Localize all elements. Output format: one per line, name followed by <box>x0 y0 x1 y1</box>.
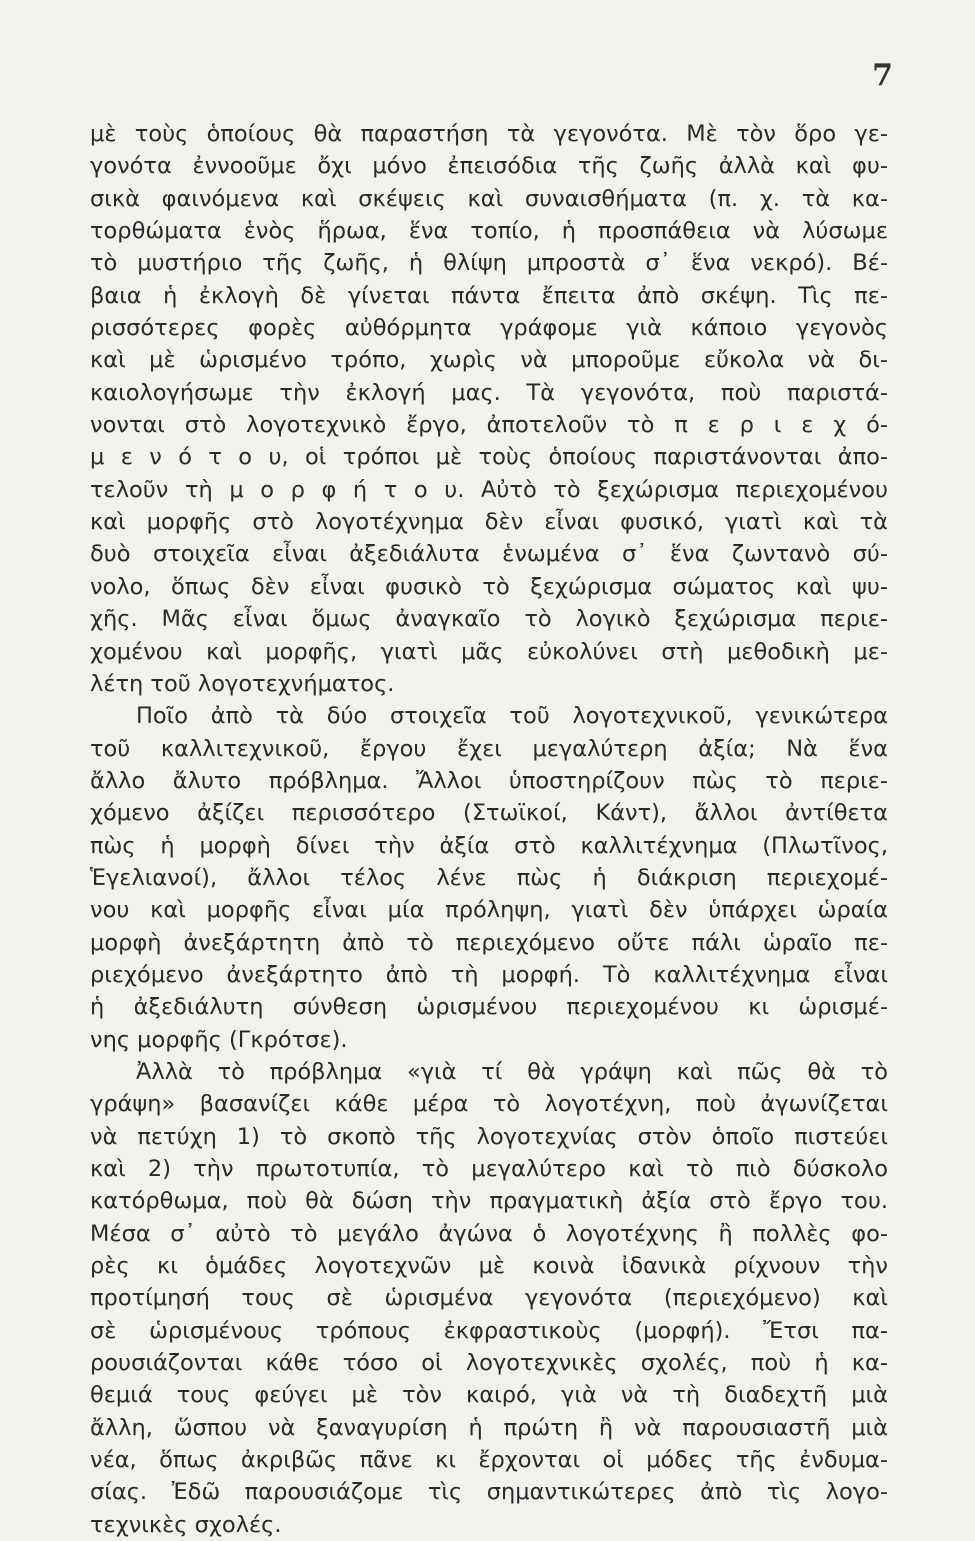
text-line: τεχνικὲς σχολές. <box>90 1511 282 1538</box>
text-line: καιολογήσωμε τὴν ἐκλογή μας. Τὰ γεγονότα, ποὺ παριστά- <box>90 379 888 406</box>
text-line: καὶ μὲ ὡρισμένο τρόπο, χωρὶς νὰ μποροῦμε εὔκολα νὰ δι- <box>90 347 888 374</box>
text-line: τὸ μυστήριο τῆς ζωῆς, ἡ θλίψη μπροστὰ σ᾿ ἕνα νεκρό). Βέ- <box>90 250 888 277</box>
text-line: χόμενο ἀξίζει περισσότερο (Στωϊκοί, Κάντ), ἄλλοι ἀντίθετα <box>90 800 888 827</box>
text-line: νης μορφῆς (Γκρότσε). <box>90 1026 348 1053</box>
text-line: χομένου καὶ μορφῆς, γιατὶ μᾶς εὐκολύνει στὴ μεθοδικὴ με- <box>90 638 888 665</box>
text-line: κατόρθωμα, ποὺ θὰ δώση τὴν πραγματικὴ ἀξία στὸ ἔργο του. <box>90 1188 888 1215</box>
text-line: ἄλλο ἄλυτο πρόβλημα. Ἄλλοι ὑποστηρίζουν πὼς τὸ περιε- <box>90 767 888 794</box>
text-line: γράψη» βασανίζει κάθε μέρα τὸ λογοτέχνη, ποὺ ἀγωνίζεται <box>90 1091 888 1118</box>
text-line: ρισσότερες φορὲς αὐθόρμητα γράφομε γιὰ κάποιο γεγονὸς <box>90 315 888 342</box>
text-line: ἡ ἀξεδιάλυτη σύνθεση ὡρισμένου περιεχομένου κι ὡρισμέ- <box>90 994 888 1021</box>
text-line: καὶ 2) τὴν πρωτοτυπία, τὸ μεγαλύτερο καὶ τὸ πιὸ δύσκολο <box>90 1156 888 1182</box>
text-line: Ἀλλὰ τὸ πρόβλημα «γιὰ τί θὰ γράψη καὶ πῶς θὰ τὸ <box>136 1058 888 1085</box>
text-line: μὲ τοὺς ὁποίους θὰ παραστήση τὰ γεγονότα. Μὲ τὸν ὅρο γε- <box>90 121 888 147</box>
body-text <box>90 118 888 1541</box>
text-line: νέα, ὅπως ἀκριβῶς πᾶνε κι ἔρχονται οἱ μόδες τῆς ἐνδυμα- <box>90 1447 888 1474</box>
text-line: τορθώματα ἑνὸς ἥρωα, ἕνα τοπίο, ἡ προσπάθεια νὰ λύσωμε <box>90 218 888 245</box>
text-line: νονται στὸ λογοτεχνικὸ ἔργο, ἀποτελοῦν τὸ π ε ρ ι ε χ ό- <box>90 412 888 439</box>
text-line: ρουσιάζονται κάθε τόσο οἱ λογοτεχνικὲς σχολές, ποὺ ἡ κα- <box>90 1350 888 1377</box>
text-line: θεμιά τους φεύγει μὲ τὸν καιρό, γιὰ νὰ τὴ διαδεχτῆ μιὰ <box>90 1382 888 1409</box>
text-line: ἄλλη, ὥσπου νὰ ξαναγυρίση ἡ πρώτη ἢ νὰ παρουσιαστῆ μιὰ <box>90 1414 888 1441</box>
text-line: βαια ἡ ἐκλογὴ δὲ γίνεται πάντα ἔπειτα ἀπὸ σκέψη. Τὶς πε- <box>90 282 888 309</box>
text-line: μορφὴ ἀνεξάρτητη ἀπὸ τὸ περιεχόμενο οὔτε πάλι ὡραῖο πε- <box>90 929 888 956</box>
text-line: Ποῖο ἀπὸ τὰ δύο στοιχεῖα τοῦ λογοτεχνικοῦ, γενικώτερα <box>136 703 888 730</box>
page-number: 7 <box>872 58 893 93</box>
text-line: πὼς ἡ μορφὴ δίνει τὴν ἀξία στὸ καλλιτέχνημα (Πλωτῖνος, <box>90 832 888 859</box>
text-line: σὲ ὡρισμένους τρόπους ἐκφραστικοὺς (μορφή). Ἔτσι πα- <box>90 1317 888 1344</box>
text-line: δυὸ στοιχεῖα εἶναι ἀξεδιάλυτα ἑνωμένα σ᾿ ἕνα ζωντανὸ σύ- <box>90 541 888 568</box>
text-line: σίας. Ἐδῶ παρουσιάζομε τὶς σημαντικώτερες ἀπὸ τὶς λογο- <box>90 1479 888 1506</box>
text-line: λέτη τοῦ λογοτεχνήματος. <box>90 670 395 697</box>
text-line: Ἑγελιανοί), ἄλλοι τέλος λένε πὼς ἡ διάκριση περιεχομέ- <box>90 864 888 891</box>
text-line: καὶ μορφῆς στὸ λογοτέχνημα δὲν εἶναι φυσικό, γιατὶ καὶ τὰ <box>90 509 888 536</box>
text-line: σικὰ φαινόμενα καὶ σκέψεις καὶ συναισθήματα (π. χ. τὰ κα- <box>90 185 888 212</box>
text-line: νὰ πετύχη 1) τὸ σκοπὸ τῆς λογοτεχνίας στὸν ὁποῖο πιστεύει <box>90 1123 888 1150</box>
text-line: γονότα ἐννοοῦμε ὄχι μόνο ἐπεισόδια τῆς ζωῆς ἀλλὰ καὶ φυ- <box>90 153 888 180</box>
text-line: χῆς. Μᾶς εἶναι ὅμως ἀναγκαῖο τὸ λογικὸ ξεχώρισμα περιε- <box>90 606 888 633</box>
text-line: ρὲς κι ὁμάδες λογοτεχνῶν μὲ κοινὰ ἰδανικὰ ρίχνουν τὴν <box>90 1253 888 1280</box>
text-line: νου καὶ μορφῆς εἶναι μία πρόληψη, γιατὶ δὲν ὑπάρχει ὡραία <box>90 897 888 924</box>
text-line: μ ε ν ό τ ο υ, οἱ τρόποι μὲ τοὺς ὁποίους παριστάνονται ἀπο- <box>90 444 888 471</box>
text-line: Μέσα σ᾿ αὐτὸ τὸ μεγάλο ἀγώνα ὁ λογοτέχνης ἢ πολλὲς φο- <box>90 1220 888 1247</box>
text-line: ριεχόμενο ἀνεξάρτητο ἀπὸ τὴ μορφή. Τὸ καλλιτέχνημα εἶναι <box>90 961 888 988</box>
text-line: νολο, ὅπως δὲν εἶναι φυσικὸ τὸ ξεχώρισμα σώματος καὶ ψυ- <box>90 573 888 600</box>
text-line: τελοῦν τὴ μ ο ρ φ ή τ ο υ. Αὐτὸ τὸ ξεχώρισμα περιεχομένου <box>90 476 888 503</box>
text-line: τοῦ καλλιτεχνικοῦ, ἔργου ἔχει μεγαλύτερη ἀξία; Νὰ ἕνα <box>90 735 888 762</box>
text-line: προτίμησή τους σὲ ὡρισμένα γεγονότα (περιεχόμενο) καὶ <box>90 1285 888 1312</box>
